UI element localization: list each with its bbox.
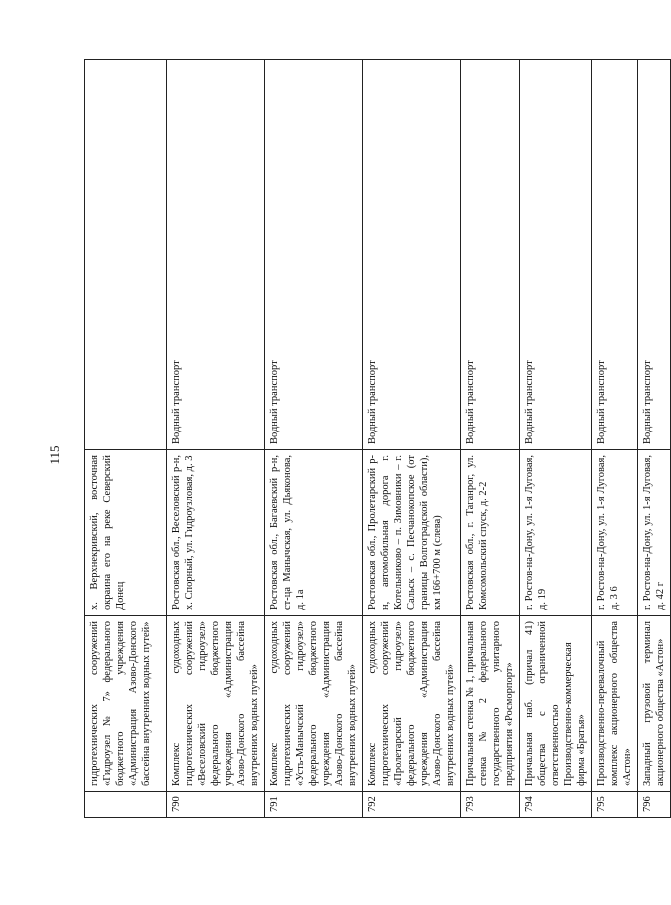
row-number: 796 (638, 792, 671, 818)
object-name: Причальная наб. (причал 41) общества с ограниченной ответственностью Производственно-коммерческая фирма «Братья» (520, 616, 592, 792)
object-name: Комплекс судоходных гидротехнических сооружений «Усть-Манычский гидроузел» федерального бюджетного учреждения «Администрация Азово-Донского бассейна внутренних водных путей» (265, 616, 363, 792)
object-address: г. Ростов-на-Дону, ул. 1-я Луговая, д. 42 г (638, 450, 671, 616)
object-address: Ростовская обл., г. Таганрог, ул. Комсомольский спуск, д. 2-2 (461, 450, 520, 616)
object-type: Водный транспорт (520, 60, 592, 450)
object-type (85, 60, 167, 450)
object-address: Ростовская обл., Багаевский р-н, ст-ца Манычская, ул. Дьяконова, д. 1а (265, 450, 363, 616)
object-name: Комплекс судоходных гидротехнических сооружений «Пролетарский гидроузел» федерального бюджетного учреждения «Администрация Азово-Донского бассейна внутренних водных путей» (363, 616, 461, 792)
object-address: г. Ростов-на-Дону, ул. 1-я Луговая, д. 19 (520, 450, 592, 616)
table-row (363, 60, 461, 818)
object-address: х. Верхнекривский, восточная окраина его на реке Северский Донец (85, 450, 167, 616)
object-name: Производственно-перевалочный комплекс акционерного общества «Астон» (592, 616, 638, 792)
row-number (85, 792, 167, 818)
table-row (85, 60, 167, 818)
object-type: Водный транспорт (265, 60, 363, 450)
object-type: Водный транспорт (167, 60, 265, 450)
rotated-table-wrapper (84, 60, 666, 818)
object-type: Водный транспорт (638, 60, 671, 450)
object-type: Водный транспорт (592, 60, 638, 450)
object-address: г. Ростов-на-Дону, ул. 1-я Луговая, д. 3 6 (592, 450, 638, 616)
object-name: гидротехнических сооружений «Гидроузел № 7» федерального бюджетного учреждения «Администрация Азово-Донского бассейна внутренних водных путей» (85, 616, 167, 792)
table-row (520, 60, 592, 818)
object-address: Ростовская обл., Веселовский р-н, х. Спорный, ул. Гидроузловая, д. 3 (167, 450, 265, 616)
row-number: 790 (167, 792, 265, 818)
objects-table-body (85, 60, 671, 818)
table-row (461, 60, 520, 818)
table-row (592, 60, 638, 818)
object-name: Западный грузовой терминал акционерного общества «Астон» (638, 616, 671, 792)
table-row (265, 60, 363, 818)
object-name: Причальная стенка № 1, причальная стенка № 2 федерального государственного унитарного предприятия «Росморпорт» (461, 616, 520, 792)
object-type: Водный транспорт (461, 60, 520, 450)
row-number: 793 (461, 792, 520, 818)
table-row (167, 60, 265, 818)
object-name: Комплекс судоходных гидротехнических сооружений «Веселовский гидроузел» федерального бюджетного учреждения «Администрация Азово-Донского бассейна внутренних водных путей» (167, 616, 265, 792)
page-number: 115 (47, 445, 62, 465)
table-row (638, 60, 671, 818)
objects-table (84, 59, 671, 818)
row-number: 794 (520, 792, 592, 818)
row-number: 792 (363, 792, 461, 818)
object-address: Ростовская обл., Пролетарский р-н, автомобильная дорога г. Котельниково – п. Зимовники – г. Сальск – с. Песчанокопское (от границы Волгоградской области), км 166+700 м (слева) (363, 450, 461, 616)
object-type: Водный транспорт (363, 60, 461, 450)
row-number: 791 (265, 792, 363, 818)
row-number: 795 (592, 792, 638, 818)
